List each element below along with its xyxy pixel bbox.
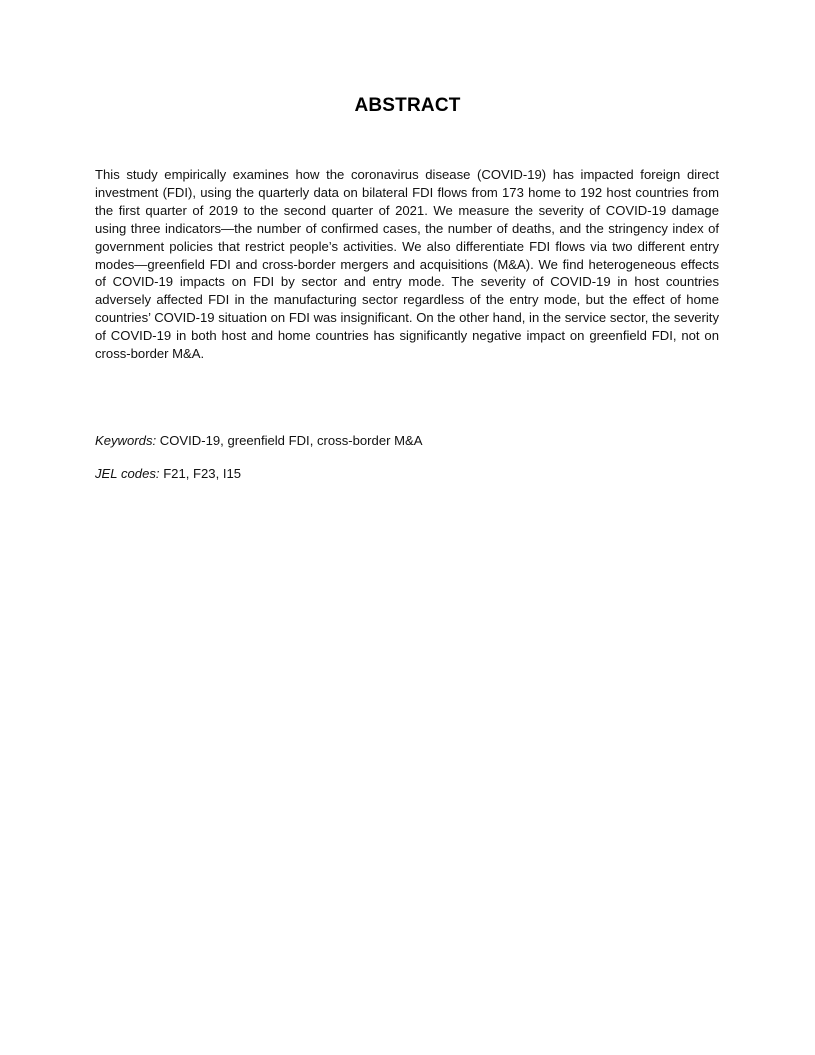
jel-codes-label: JEL codes: bbox=[95, 466, 160, 481]
keywords-line bbox=[95, 432, 719, 449]
abstract-body: This study empirically examines how the coronavirus disease (COVID-19) has impacted foreign direct investment (FDI), using the quarterly data on bilateral FDI flows from 173 home to 192 host countries from the first quarter of 2019 to the second quarter of 2021. We measure the severity of COVID-19 damage using three indicators—the number of confirmed cases, the number of deaths, and the stringency index of government policies that restrict people’s activities. We also differentiate FDI flows via two different entry modes—greenfield FDI and cross-border mergers and acquisitions (M&A). We find heterogeneous effects of COVID-19 impacts on FDI by sector and entry mode. The severity of COVID-19 in host countries adversely affected FDI in the manufacturing sector regardless of the entry mode, but the effect of home countries’ COVID-19 situation on FDI was insignificant. On the other hand, in the service sector, the severity of COVID-19 in both host and home countries has significantly negative impact on greenfield FDI, not on cross-border M&A. bbox=[95, 167, 719, 362]
keywords-value: COVID-19, greenfield FDI, cross-border M&A bbox=[159, 433, 423, 448]
jel-codes-value: F21, F23, I15 bbox=[163, 466, 242, 481]
abstract-title: ABSTRACT bbox=[354, 95, 461, 116]
keywords-label: Keywords: bbox=[95, 433, 157, 448]
jel-codes-line bbox=[95, 465, 719, 482]
